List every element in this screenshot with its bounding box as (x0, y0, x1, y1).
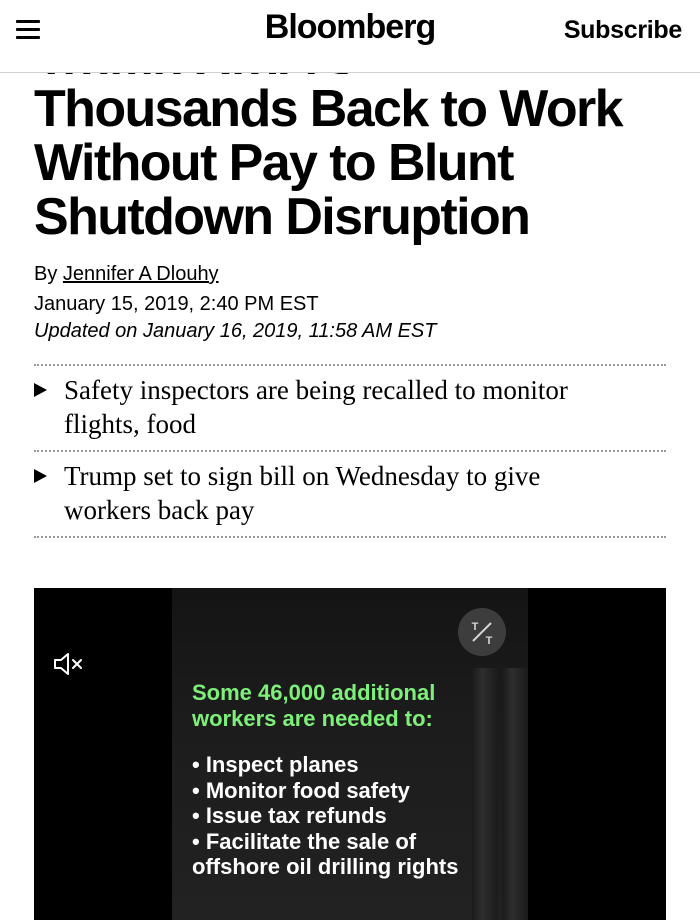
headline-line: Without Pay to Blunt (34, 134, 513, 192)
triangle-right-icon (34, 469, 47, 483)
video-list-item: • Monitor food safety (192, 777, 410, 803)
subscribe-button[interactable]: Subscribe (563, 16, 682, 44)
triangle-right-icon (34, 383, 47, 397)
logo-letter-bottom: T (485, 635, 493, 647)
video-list (192, 752, 458, 880)
divider (34, 536, 666, 538)
video-list-item: • Inspect planes (192, 752, 359, 777)
byline-prefix: By (34, 263, 58, 285)
divider (34, 364, 666, 366)
caption-line: Some 46,000 additional (192, 680, 436, 705)
video-caption (192, 680, 435, 732)
bullet-line: flights, food (64, 409, 196, 439)
updated-date (34, 320, 437, 343)
byline (34, 263, 219, 286)
ticktock-logo-icon (458, 608, 506, 656)
background-pillar (472, 668, 498, 920)
video-player[interactable] (34, 588, 666, 920)
top-bar (0, 0, 700, 73)
divider (34, 450, 666, 452)
bullet-line: Safety inspectors are being recalled to monitor (64, 375, 568, 405)
updated-value: January 16, 2019, 11:58 AM EST (142, 320, 437, 342)
headline-line: Thousands Back to Work (34, 80, 622, 138)
brand-logo[interactable]: Bloomberg (264, 8, 436, 46)
published-date: January 15, 2019, 2:40 PM EST (34, 293, 319, 315)
video-list-item: offshore oil drilling rights (192, 854, 459, 879)
summary-bullet (34, 373, 666, 441)
author-link[interactable]: Jennifer A Dlouhy (62, 263, 219, 285)
bullet-line: Trump set to sign bill on Wednesday to give (64, 461, 541, 491)
page-title (34, 82, 674, 244)
summary-bullet (34, 459, 666, 527)
background-pillar (502, 668, 528, 920)
updated-prefix: Updated on (34, 320, 138, 342)
bullet-line: workers back pay (64, 495, 255, 525)
mute-icon[interactable] (52, 650, 86, 678)
caption-line: workers are needed to: (192, 706, 433, 731)
headline-line: Shutdown Disruption (34, 188, 530, 246)
video-list-item: • Issue tax refunds (192, 803, 387, 828)
logo-letter-top: T (471, 621, 479, 633)
video-list-item: • Facilitate the sale of (192, 828, 417, 854)
